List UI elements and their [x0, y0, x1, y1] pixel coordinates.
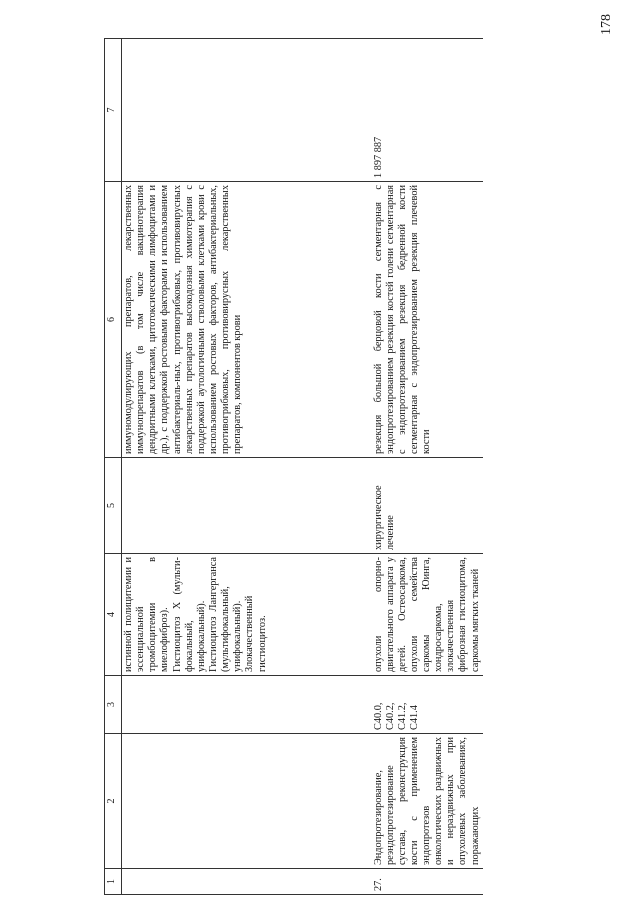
col-header-1: 1 — [105, 869, 122, 895]
col-header-5: 5 — [105, 458, 122, 554]
col-header-6: 6 — [105, 182, 122, 458]
icd-codes: C40.0, C40.2, C41.2, C41.4 — [372, 676, 483, 734]
page-number: 178 — [599, 14, 614, 35]
treatment-method: иммуномодулирующих препаратов, лекарственных иммунопрепаратов (в том числе вакцинотерапия дендритными клетками, цитотоксическими лимфоцитами и др.), с поддержкой ростовыми факторами и использованием антибактериаль-ных, противогрибковых, противовирусных лекарственных препаратов высокодозная химиотерапия с поддержкой аутологичными стволовыми клетками крови с использованием ростовых факторов, антибактериальных, противогрибковых, противовирусных лекарственных препаратов, компонентов крови — [122, 182, 372, 458]
diagnosis: опухоли опорно-двигательного аппарата у детей. Остеосаркома, опухоли семейства саркомы Юинга, хондросаркома, злокачественная фиброзная гистиоцитома, саркомы мягких тканей — [372, 554, 483, 676]
intervention-name: Эндопротезирование, реэндопротезирование сустава, реконструкция кости с применением эндопротезов онкологических раздвижных и нераздвижных при опухолевых заболеваниях, поражающих — [372, 734, 483, 869]
table-row — [372, 39, 483, 895]
rotated-table-container — [104, 39, 589, 895]
intervention-name — [122, 734, 372, 869]
diagnosis: истинной полицитемии и эссенциальной тромбоцитемии в миелофиброз). Гистиоцитоз X (мульти-фокальный, унифокальный). Гистиоцитоз Лангерганса (мультифокальный, унифокальный). Злокачественный гистиоцитоз. — [122, 554, 372, 676]
cost: 1 897 887 — [372, 39, 483, 182]
services-table — [104, 38, 483, 895]
col-header-4: 4 — [105, 554, 122, 676]
row-number: 27. — [372, 869, 483, 895]
row-number — [122, 869, 372, 895]
treatment-method: резекция большой берцовой кости сегментарная с эндопротезированием резекция костей голени сегментарная с эндопротезированием резекция бедренной кости сегментарная с эндопротезированием резекция плечевой кости — [372, 182, 483, 458]
treatment-type — [122, 458, 372, 554]
col-header-7: 7 — [105, 39, 122, 182]
header-row — [105, 39, 122, 895]
treatment-type: хирургическое лечение — [372, 458, 483, 554]
col-header-3: 3 — [105, 676, 122, 734]
icd-codes — [122, 676, 372, 734]
col-header-2: 2 — [105, 734, 122, 869]
table-row — [122, 39, 372, 895]
cost — [122, 39, 372, 182]
